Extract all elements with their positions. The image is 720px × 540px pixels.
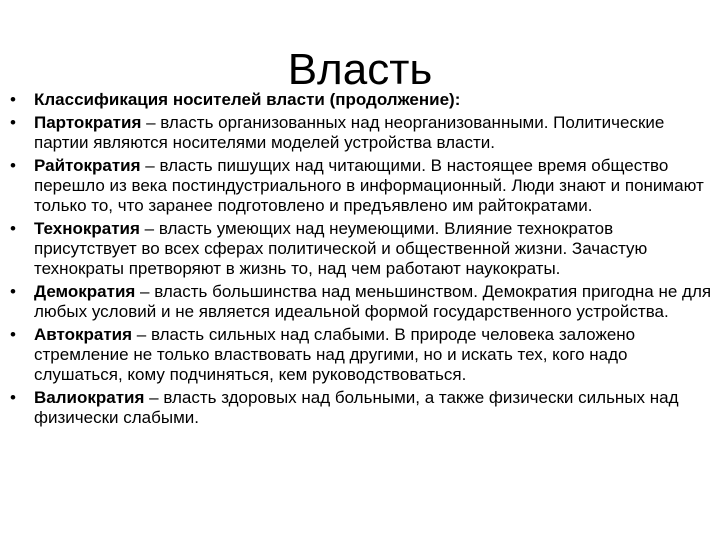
bullet-term: Партократия	[34, 113, 142, 132]
bullet-text: – власть сильных над слабыми. В природе человека заложено стремление не только властвовать над другими, но и искать тех, кого надо слушаться, кому подчиняться, кем руководствоваться.	[34, 325, 636, 384]
bullet-icon: •	[10, 388, 16, 407]
bullet-icon: •	[10, 113, 16, 132]
bullet-item-partocracy	[10, 113, 715, 153]
bullet-term: Демократия	[34, 282, 136, 301]
bullet-term: Технократия	[34, 219, 140, 238]
bullet-icon: •	[10, 219, 16, 238]
bullet-text: – власть большинства над меньшинством. Демократия пригодна не для любых условий и не является идеальной формой государственного устройства.	[34, 282, 712, 321]
bullet-item-technocracy	[10, 219, 715, 279]
bullet-item-valiocracy	[10, 388, 715, 428]
bullet-icon: •	[10, 325, 16, 344]
bullet-item-democracy	[10, 282, 715, 322]
bullet-icon: •	[10, 156, 16, 175]
bullet-icon: •	[10, 282, 16, 301]
bullet-text: – власть здоровых над больными, а также физически сильных над физически слабыми.	[34, 388, 679, 427]
bullet-term: Валиократия	[34, 388, 145, 407]
bullet-item-writocracy	[10, 156, 715, 216]
bullet-text: – власть организованных над неорганизованными. Политические партии являются носителями моделей устройства власти.	[34, 113, 665, 152]
slide-title-text: Власть	[287, 45, 433, 94]
bullet-item-autocracy	[10, 325, 715, 385]
bullet-icon: •	[10, 90, 16, 109]
slide-title	[0, 44, 720, 96]
bullet-text: – власть умеющих над неумеющими. Влияние технократов присутствует во всех сферах политической и общественной жизни. Зачастую технократы претворяют в жизнь то, над чем работают наукократы.	[34, 219, 648, 278]
bullet-term: Райтократия	[34, 156, 141, 175]
bullet-term: Автократия	[34, 325, 133, 344]
bullet-text: – власть пишущих над читающими. В настоящее время общество перешло из века постиндустриального в информационный. Люди знают и понимают только то, что заранее подготовлено и предъявлено им райтократами.	[34, 156, 704, 215]
bullet-term: Классификация носителей власти (продолжение):	[34, 90, 461, 109]
bullet-item-classification	[10, 90, 715, 110]
bullet-list	[10, 90, 715, 431]
